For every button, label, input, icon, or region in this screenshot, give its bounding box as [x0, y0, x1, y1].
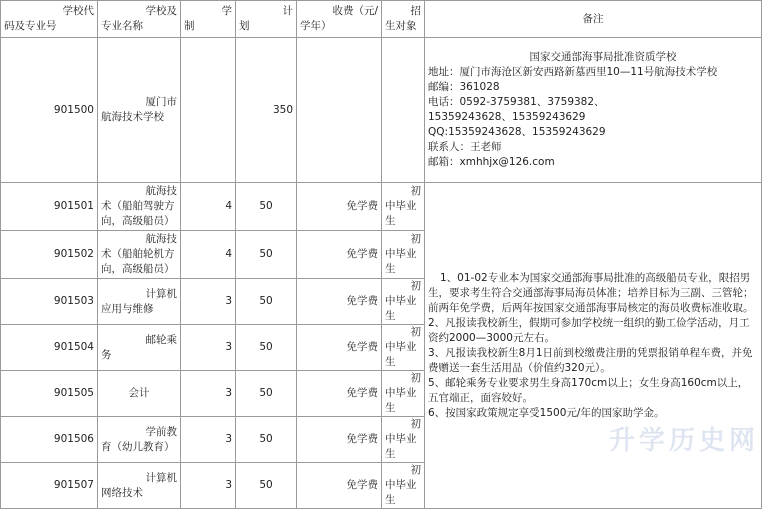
header-target: 招 生对象	[382, 1, 425, 38]
major-target: 初 中毕业生	[382, 463, 425, 509]
header-plan: 计 划	[236, 1, 297, 38]
major-fee: 免学费	[297, 279, 382, 325]
major-target: 初 中毕业生	[382, 231, 425, 279]
table-row	[1, 183, 762, 231]
contact-phone: 电话：0592-3759381、3759382、	[428, 96, 605, 108]
contact-phone-mobile: 15359243628、15359243629	[428, 111, 586, 123]
note-1: 1、01-02专业本为国家交通部海事局批准的高级船员专业，限招男生，要求考生符合交通部海事局海员体准；培养目标为三副、三管轮；前两年免学费，后两年按国家交通部海事局核定的海员收费标准收取。	[428, 271, 754, 314]
major-fee: 免学费	[297, 463, 382, 509]
major-fee: 免学费	[297, 417, 382, 463]
site-watermark: 升学历史网	[608, 426, 759, 456]
major-name: 计算机 应用与维修	[98, 279, 181, 325]
note-5: 5、邮轮乘务专业要求男生身高170cm以上；女生身高160cm以上，五官端正，面容姣好。	[428, 376, 749, 404]
major-years: 4	[181, 231, 236, 279]
major-years: 3	[181, 463, 236, 509]
major-code: 901507	[1, 463, 98, 509]
major-code: 901506	[1, 417, 98, 463]
major-name: 计算机 网络技术	[98, 463, 181, 509]
note-6: 6、按国家政策规定享受1500元/年的国家助学金。	[428, 406, 665, 419]
header-code: 学校代 码及专业号	[1, 1, 98, 38]
major-name: 邮轮乘 务	[98, 325, 181, 371]
contact-postcode: 邮编：361028	[428, 81, 500, 93]
major-fee: 免学费	[297, 231, 382, 279]
major-name: 学前教 育（幼儿教育）	[98, 417, 181, 463]
major-plan: 50	[236, 183, 297, 231]
header-row	[1, 1, 762, 38]
major-years: 3	[181, 325, 236, 371]
header-years: 学 制	[181, 1, 236, 38]
major-plan: 50	[236, 371, 297, 417]
major-code: 901504	[1, 325, 98, 371]
header-remark: 备注	[425, 1, 762, 38]
major-fee: 免学费	[297, 183, 382, 231]
major-years: 4	[181, 183, 236, 231]
major-years: 3	[181, 417, 236, 463]
note-3: 3、凡报读我校新生8月1日前到校缴费注册的凭票报销单程车费，并免费赠送一套生活用品（价值约320元）。	[428, 346, 753, 374]
major-target: 初 中毕业生	[382, 417, 425, 463]
major-plan: 50	[236, 463, 297, 509]
major-plan: 50	[236, 325, 297, 371]
contact-email: 邮箱：xmhhjx@126.com	[428, 156, 555, 168]
major-code: 901501	[1, 183, 98, 231]
school-years	[181, 38, 236, 183]
major-target: 初 中毕业生	[382, 371, 425, 417]
school-row	[1, 38, 762, 183]
qualification-title: 国家交通部海事局批准资质学校	[529, 51, 677, 63]
enrollment-notes	[425, 183, 762, 509]
contact-address: 地址：厦门市海沧区新安西路新墓西里10—11号航海技术学校	[428, 66, 718, 78]
major-code: 901505	[1, 371, 98, 417]
note-2: 2、凡报读我校新生，假期可参加学校统一组织的勤工俭学活动，月工资约2000—3000元左右。	[428, 316, 750, 344]
major-plan: 50	[236, 279, 297, 325]
school-code: 901500	[1, 38, 98, 183]
school-plan: 350	[236, 38, 297, 183]
major-plan: 50	[236, 417, 297, 463]
header-fee: 收费（元/ 学年）	[297, 1, 382, 38]
major-fee: 免学费	[297, 371, 382, 417]
school-target	[382, 38, 425, 183]
contact-person: 联系人：王老师	[428, 141, 502, 153]
major-fee: 免学费	[297, 325, 382, 371]
major-code: 901502	[1, 231, 98, 279]
major-code: 901503	[1, 279, 98, 325]
contact-qq: QQ:15359243628、15359243629	[428, 126, 606, 138]
major-years: 3	[181, 371, 236, 417]
school-contact	[425, 38, 762, 183]
major-target: 初 中毕业生	[382, 279, 425, 325]
major-target: 初 中毕业生	[382, 325, 425, 371]
major-name: 会计	[98, 371, 181, 417]
school-fee	[297, 38, 382, 183]
major-years: 3	[181, 279, 236, 325]
major-name: 航海技 术（船舶驾驶方向，高级船员）	[98, 183, 181, 231]
header-name: 学校及 专业名称	[98, 1, 181, 38]
major-plan: 50	[236, 231, 297, 279]
major-target: 初 中毕业生	[382, 183, 425, 231]
major-name: 航海技 术（船舶轮机方向，高级船员）	[98, 231, 181, 279]
school-name: 厦门市 航海技术学校	[98, 38, 181, 183]
